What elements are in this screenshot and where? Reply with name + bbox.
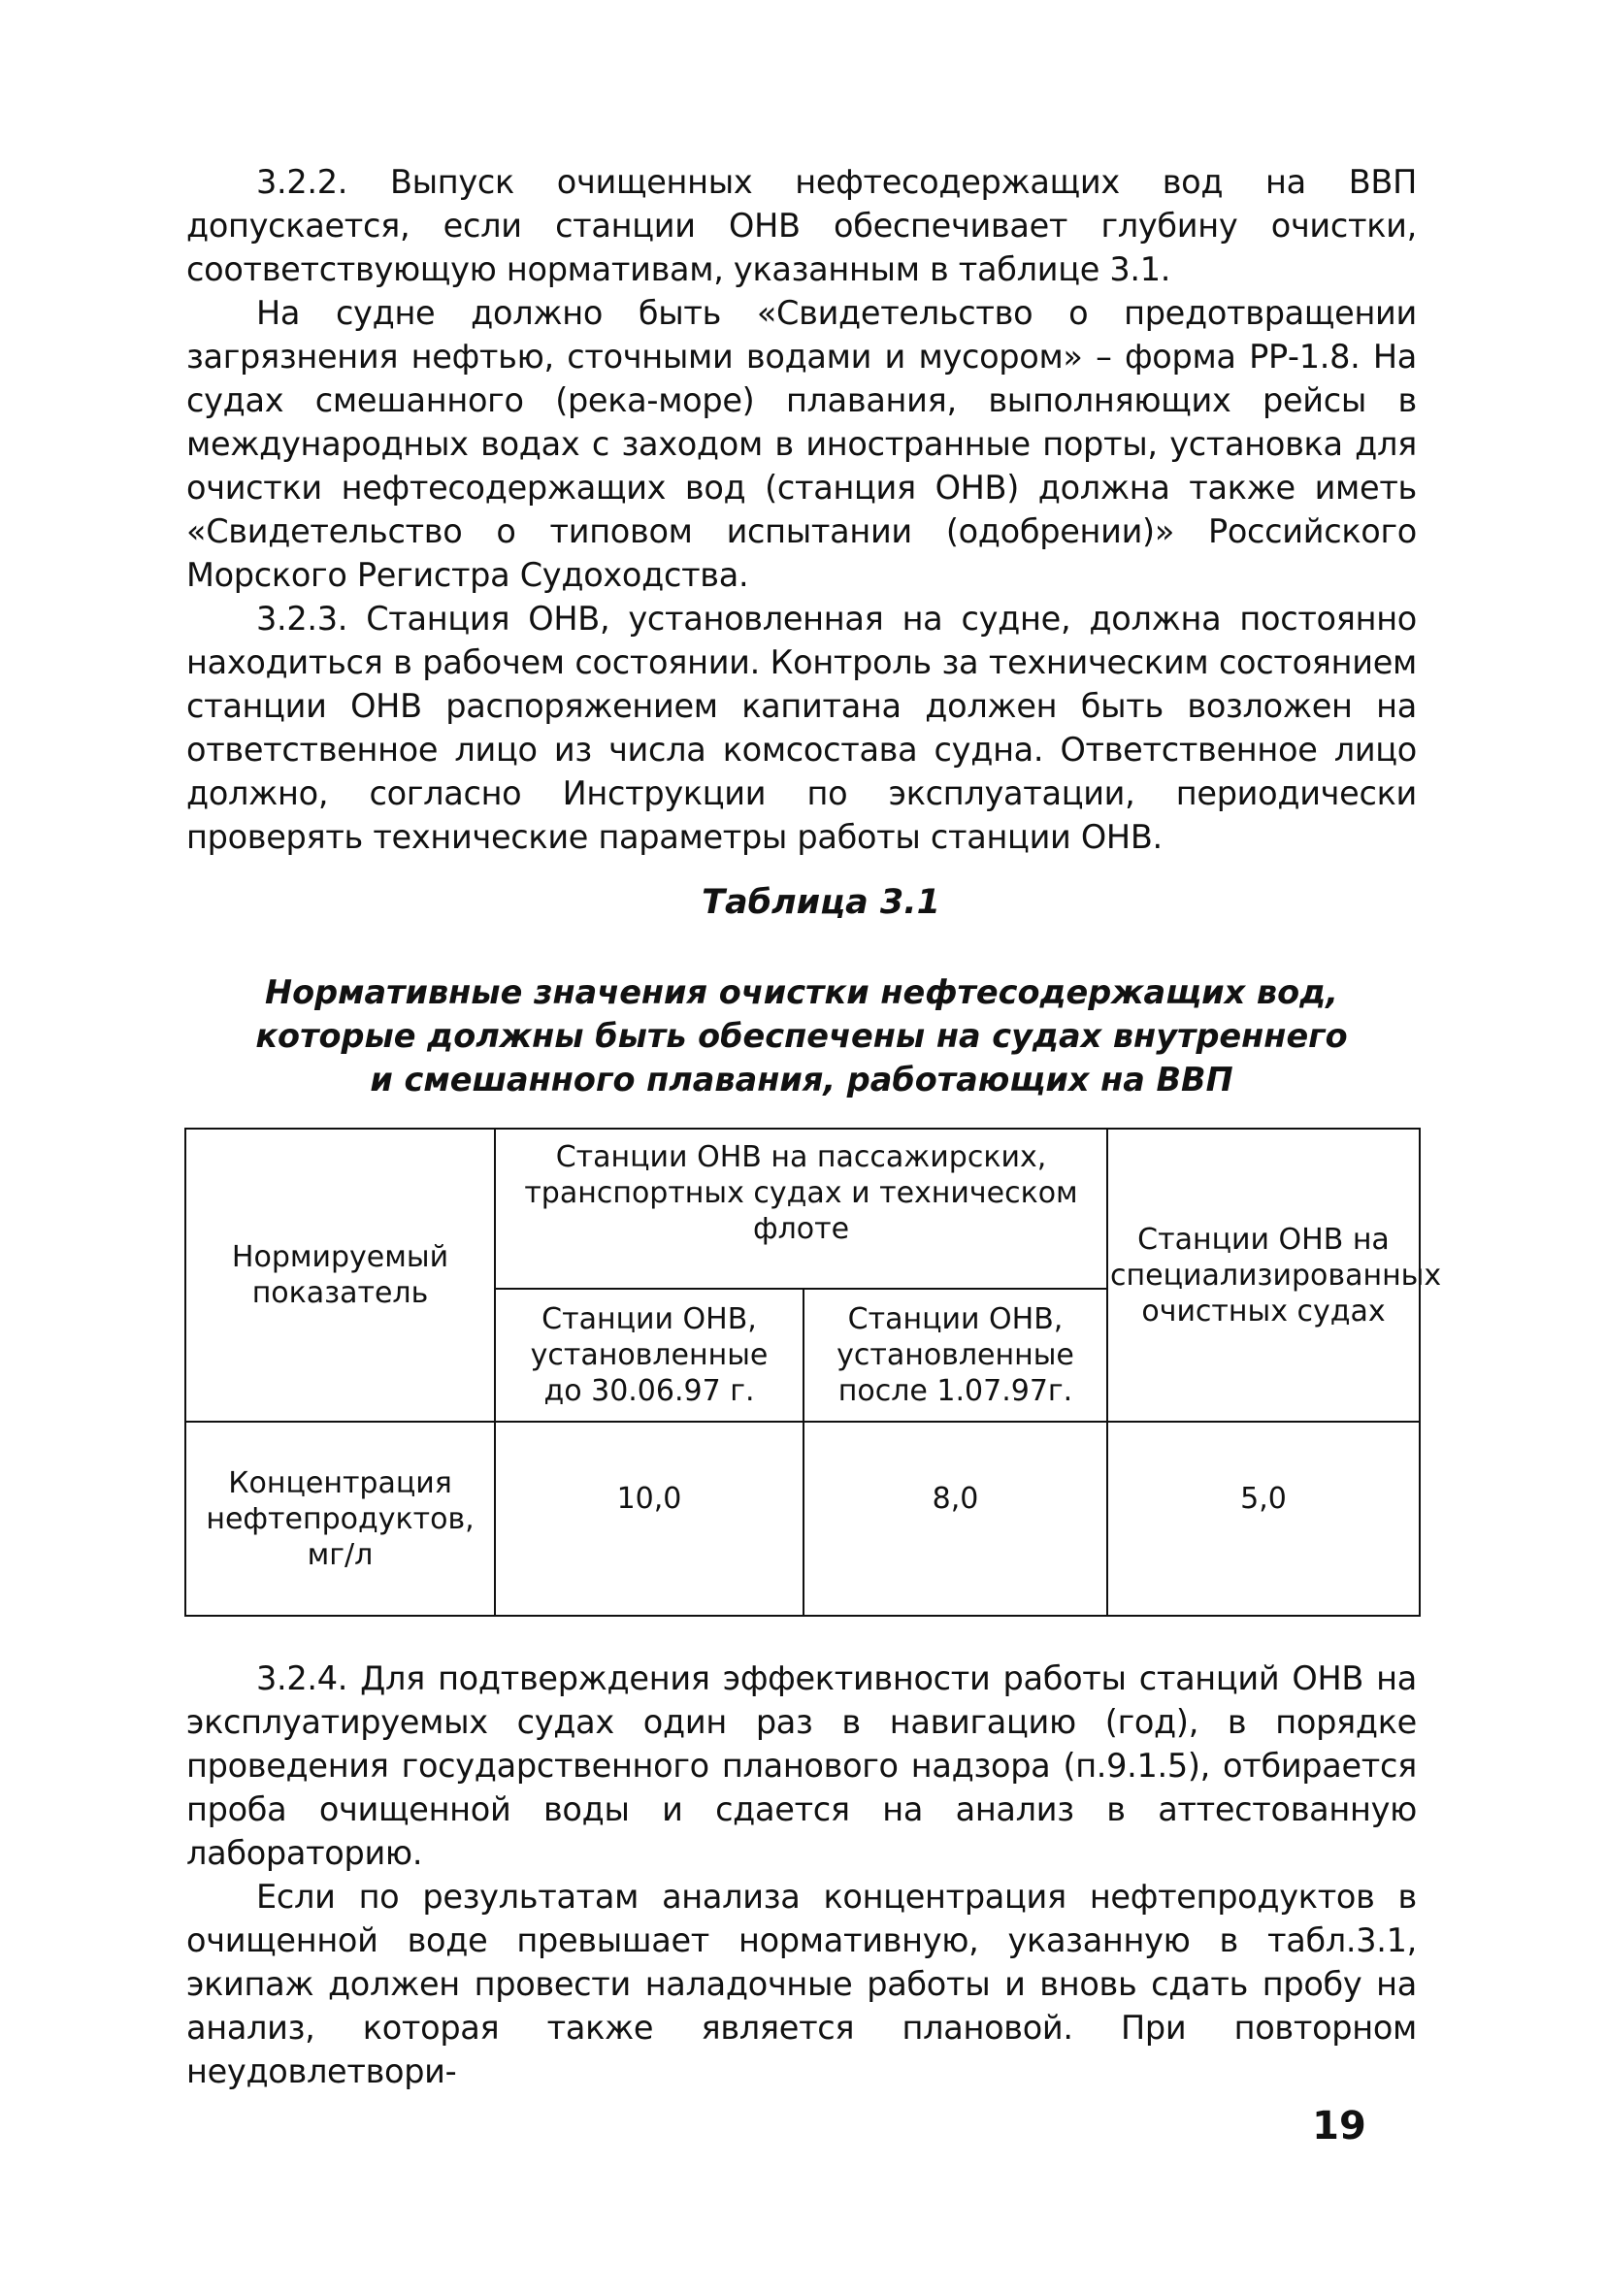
header-group: Станции ОНВ на пассажирских, транспортных судах и техническом флоте [495,1129,1107,1289]
value-special: 5,0 [1107,1422,1420,1616]
table-header-row [185,1129,1420,1289]
paragraph-certificate: На судне должно быть «Свидетельство о предотвращении загрязнения нефтью, сточными водами и мусором» – форма РР-1.8. На судах смешанного (река-море) плавания, выполняющих рейсы в международных водах с заходом в иностранные порты, установка для очистки нефтесодержащих вод (станция ОНВ) должна также иметь «Свидетельство о типовом испытании (одобрении)» Российского Морского Регистра Судоходства. [186,294,1417,594]
paragraph-3-2-4: 3.2.4. Для подтверждения эффективности работы станций ОНВ на эксплуатируемых судах один раз в навигацию (год), в порядке проведения государственного планового надзора (п.9.1.5), отбирается проба очищенной воды и сдается на анализ в аттестованную лабораторию. [186,1659,1417,1872]
header-installed-before: Станции ОНВ, установленные до 30.06.97 г. [495,1289,804,1422]
paragraph-3-2-2: 3.2.2. Выпуск очищенных нефтесодержащих вод на ВВП допускается, если станции ОНВ обеспечивает глубину очистки, соответствующую нормативам, указанным в таблице 3.1. [186,163,1417,288]
paragraph-analysis: Если по результатам анализа концентрация нефтепродуктов в очищенной воде превышает нормативную, указанную в табл.3.1, экипаж должен провести наладочные работы и вновь сдать пробу на анализ, которая также является плановой. При повторном неудовлетвори- [186,1878,1417,2090]
table-caption-line: которые должны быть обеспечены на судах внутреннего [255,1017,1348,1055]
value-installed-before: 10,0 [495,1422,804,1616]
table-label: Таблица 3.1 [702,883,940,922]
table-caption-line: и смешанного плавания, работающих на ВВП [370,1061,1233,1099]
value-installed-after: 8,0 [804,1422,1107,1616]
table-caption-line: Нормативные значения очистки нефтесодержащих вод, [265,973,1338,1011]
table-caption [186,970,1417,1101]
row-indicator: Концентрация нефтепродуктов, мг/л [185,1422,495,1616]
paragraph-3-2-3: 3.2.3. Станция ОНВ, установленная на судне, должна постоянно находиться в рабочем состоянии. Контроль за техническим состоянием станции ОНВ распоряжением капитана должен быть возложен на ответственное лицо из числа комсостава судна. Ответственное лицо должно, согласно Инструкции по эксплуатации, периодически проверять технические параметры работы станции ОНВ. [186,600,1417,856]
table-row [185,1422,1420,1616]
page-number: 19 [1312,2104,1366,2148]
header-installed-after: Станции ОНВ, установленные после 1.07.97г. [804,1289,1107,1422]
body-text-bottom [186,1656,1417,2093]
header-special: Станции ОНВ на специализированных очистных судах [1107,1129,1420,1422]
header-indicator: Нормируемый показатель [185,1129,495,1422]
body-text-top [186,160,1417,859]
norms-table [184,1128,1442,1617]
